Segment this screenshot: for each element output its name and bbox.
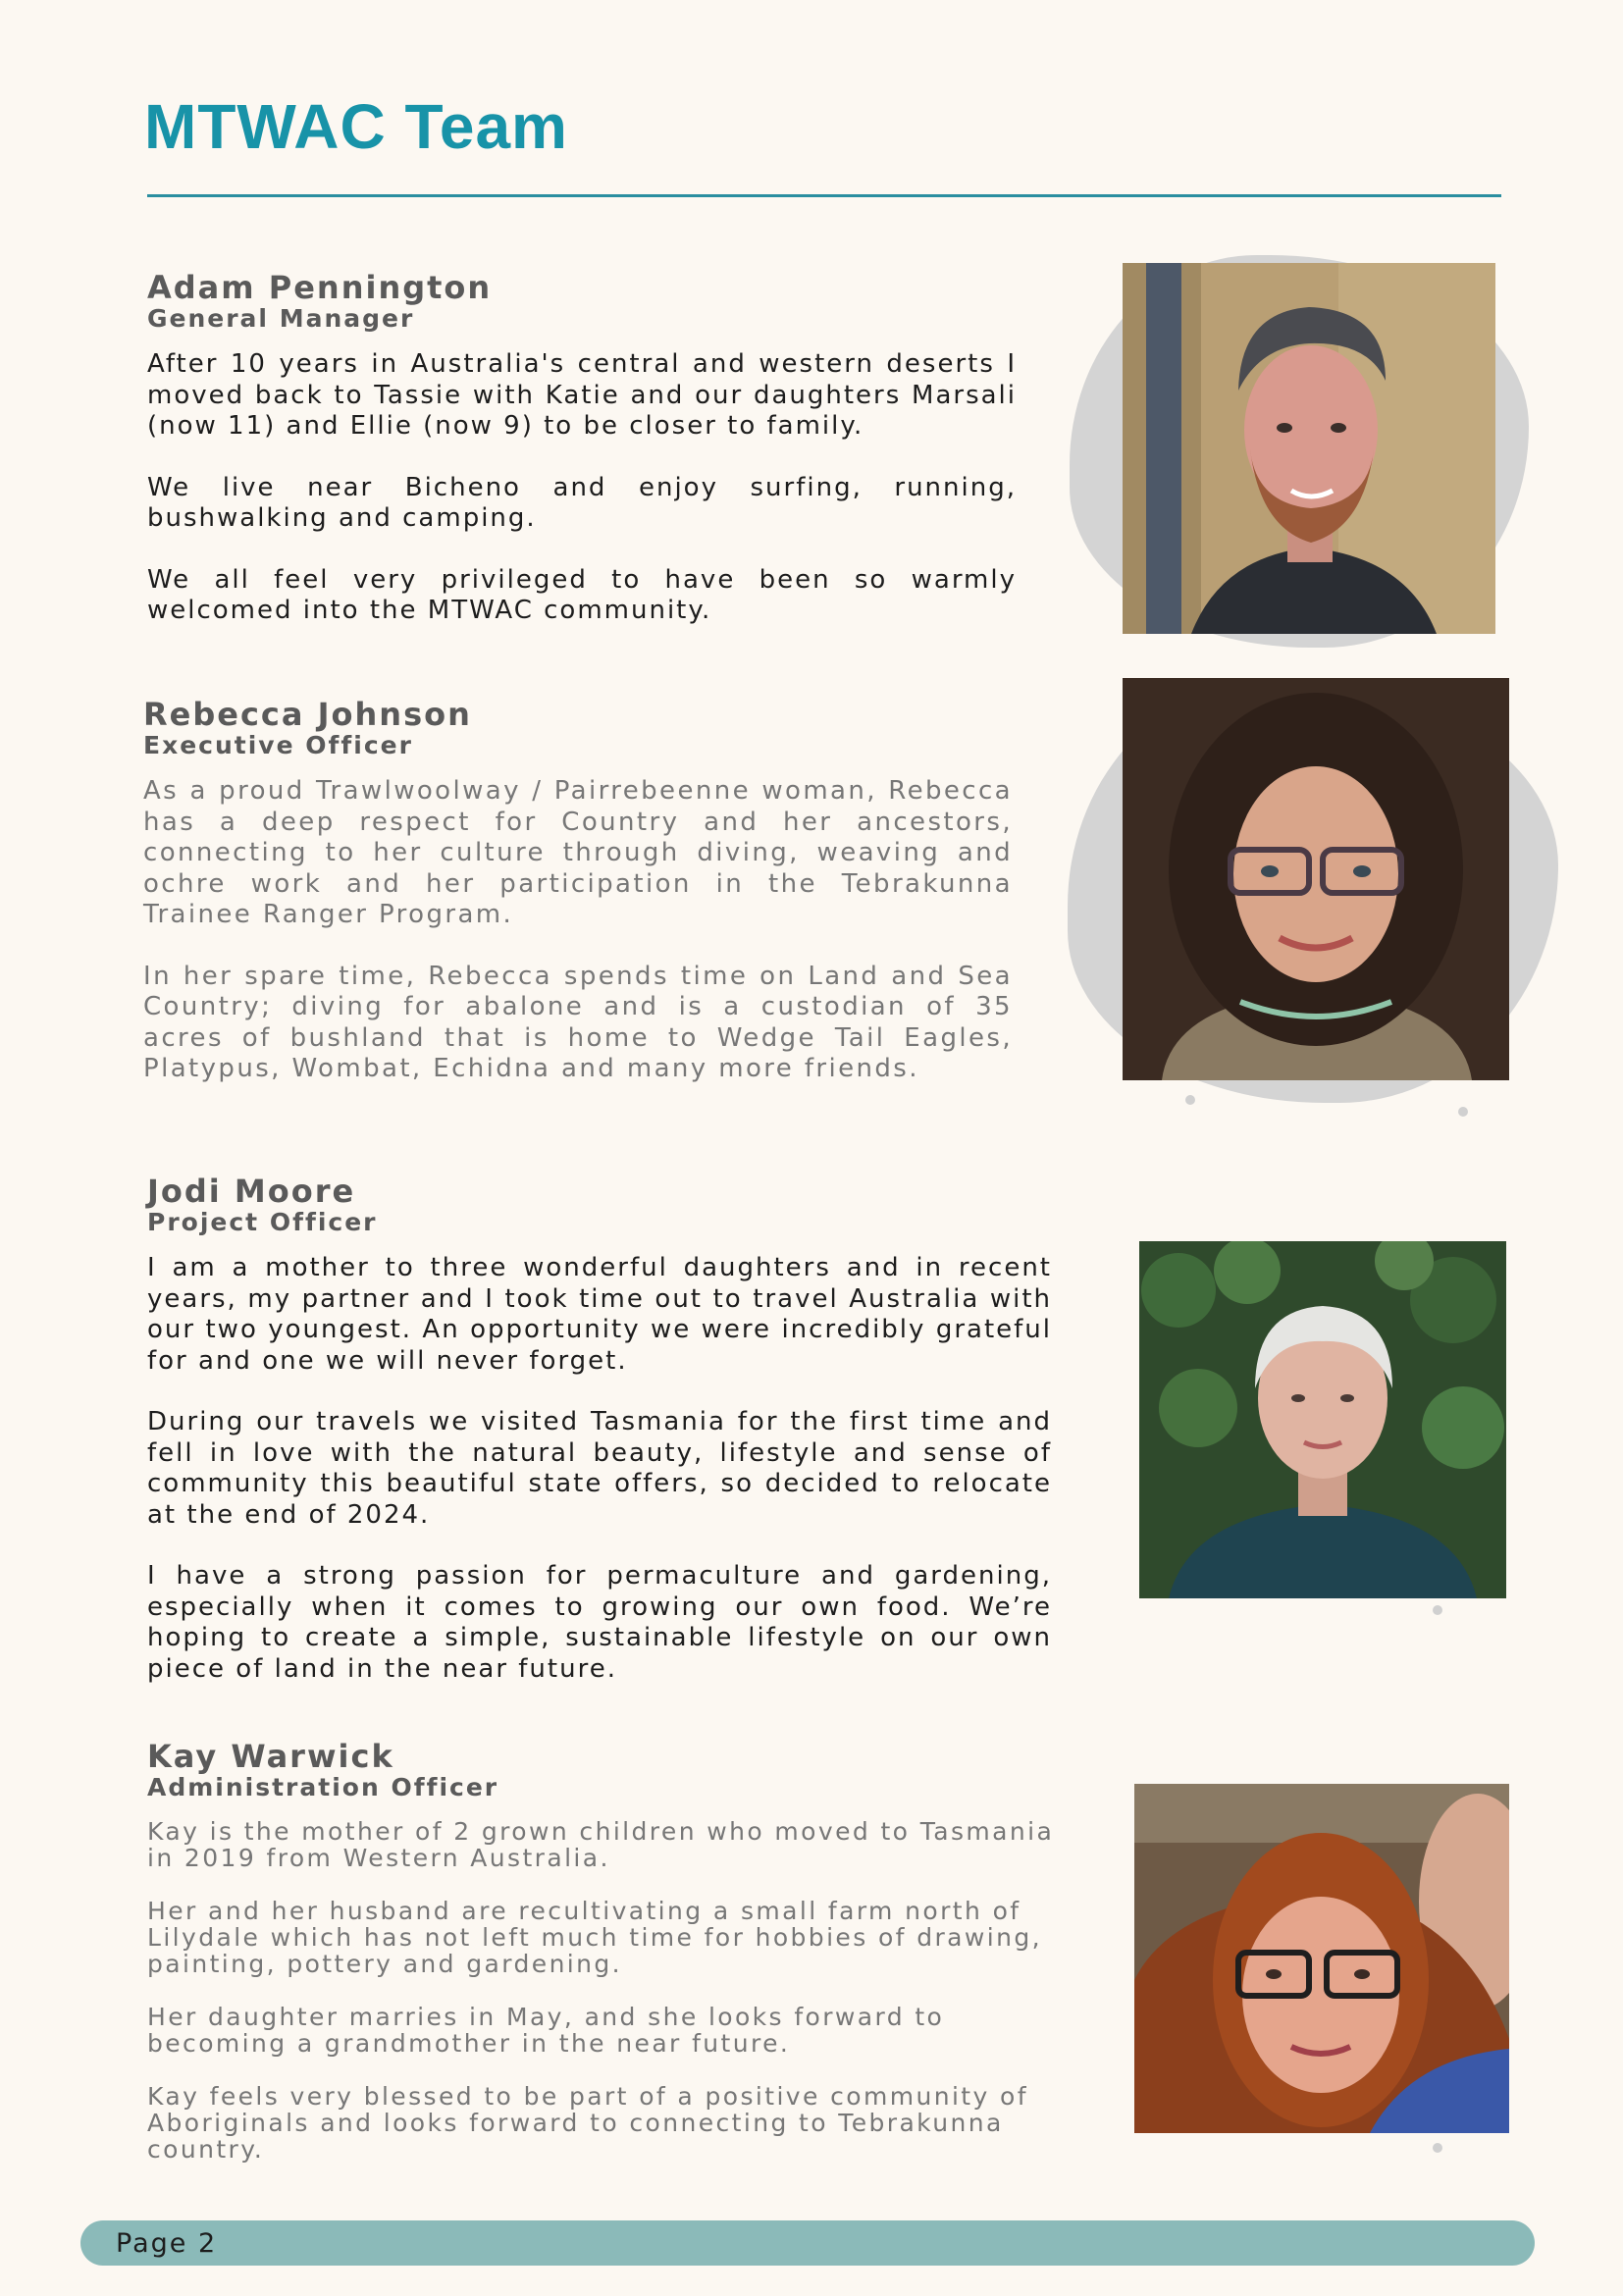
member-name: Jodi Moore bbox=[147, 1173, 356, 1210]
member-bio-paragraph: During our travels we visited Tasmania for the first time and fell in love with the natural beauty, lifestyle and sense of community this beautiful state offers, so decided to relocate at the end of 2024. bbox=[147, 1407, 1052, 1530]
member-name: Rebecca Johnson bbox=[143, 696, 472, 733]
member-bio-paragraph: Kay feels very blessed to be part of a positive community of Aboriginals and looks forward to connecting to Tebrakunna country. bbox=[147, 2082, 1028, 2164]
footer-bar bbox=[80, 2220, 1535, 2266]
title-divider bbox=[147, 194, 1501, 197]
member-name: Adam Pennington bbox=[147, 269, 493, 306]
paint-dot bbox=[1433, 1605, 1442, 1615]
jodi-photo bbox=[1139, 1241, 1506, 1598]
rebecca-photo bbox=[1123, 678, 1509, 1080]
member-name: Kay Warwick bbox=[147, 1738, 394, 1775]
member-bio-paragraph: We all feel very privileged to have been so warmly welcomed into the MTWAC community. bbox=[147, 564, 1017, 625]
page-number: Page 2 bbox=[116, 2228, 218, 2259]
adam-photo-frame bbox=[1070, 245, 1541, 657]
member-bio-paragraph: We live near Bicheno and enjoy surfing, running, bushwalking and camping. bbox=[147, 472, 1017, 533]
paint-dot bbox=[1433, 2143, 1442, 2153]
member-role: General Manager bbox=[147, 304, 415, 333]
team-member-kay bbox=[147, 1740, 1056, 2189]
team-member-rebecca bbox=[143, 698, 1013, 1116]
member-role: Executive Officer bbox=[143, 731, 413, 759]
kay-photo-frame bbox=[1119, 1766, 1541, 2168]
member-bio-paragraph: As a proud Trawlwoolway / Pairrebeenne woman, Rebecca has a deep respect for Country and her ancestors, connecting to her culture through diving, weaving and ochre work and her participation in the Tebrakunna Trainee Ranger Program. bbox=[143, 776, 1013, 929]
jodi-photo-frame bbox=[1128, 1226, 1541, 1629]
member-role: Administration Officer bbox=[147, 1773, 499, 1801]
page-title: MTWAC Team bbox=[144, 91, 568, 162]
member-bio-paragraph: In her spare time, Rebecca spends time on Land and Sea Country; diving for abalone and is a custodian of 35 acres of bushland that is home to Wedge Tail Eagles, Platypus, Wombat, Echidna and many more friends. bbox=[143, 961, 1013, 1083]
member-bio-paragraph: Her daughter marries in May, and she looks forward to becoming a grandmother in the near future. bbox=[147, 2003, 945, 2058]
paint-dot bbox=[1458, 1107, 1468, 1117]
adam-photo bbox=[1123, 263, 1495, 634]
member-role: Project Officer bbox=[147, 1208, 378, 1236]
kay-photo bbox=[1134, 1784, 1509, 2133]
member-bio-paragraph: I am a mother to three wonderful daughters and in recent years, my partner and I took time out to travel Australia with our two youngest. An opportunity we were incredibly grateful for and one we will never forget. bbox=[147, 1253, 1052, 1376]
member-bio-paragraph: After 10 years in Australia's central and western deserts I moved back to Tassie with Katie and our daughters Marsali (now 11) and Ellie (now 9) to be closer to family. bbox=[147, 349, 1017, 441]
team-member-jodi bbox=[147, 1174, 1052, 1715]
paint-dot bbox=[1185, 1095, 1195, 1105]
member-bio-paragraph: I have a strong passion for permaculture and gardening, especially when it comes to growing our own food. We’re hoping to create a simple, sustainable lifestyle on our own piece of land in the near future. bbox=[147, 1561, 1052, 1684]
member-bio-paragraph: Her and her husband are recultivating a small farm north of Lilydale which has not left much time for hobbies of drawing, painting, pottery and gardening. bbox=[147, 1897, 1042, 1978]
team-member-adam bbox=[147, 271, 1017, 657]
rebecca-photo-frame bbox=[1068, 667, 1570, 1128]
member-bio-paragraph: Kay is the mother of 2 grown children who moved to Tasmania in 2019 from Western Australia. bbox=[147, 1817, 1055, 1872]
